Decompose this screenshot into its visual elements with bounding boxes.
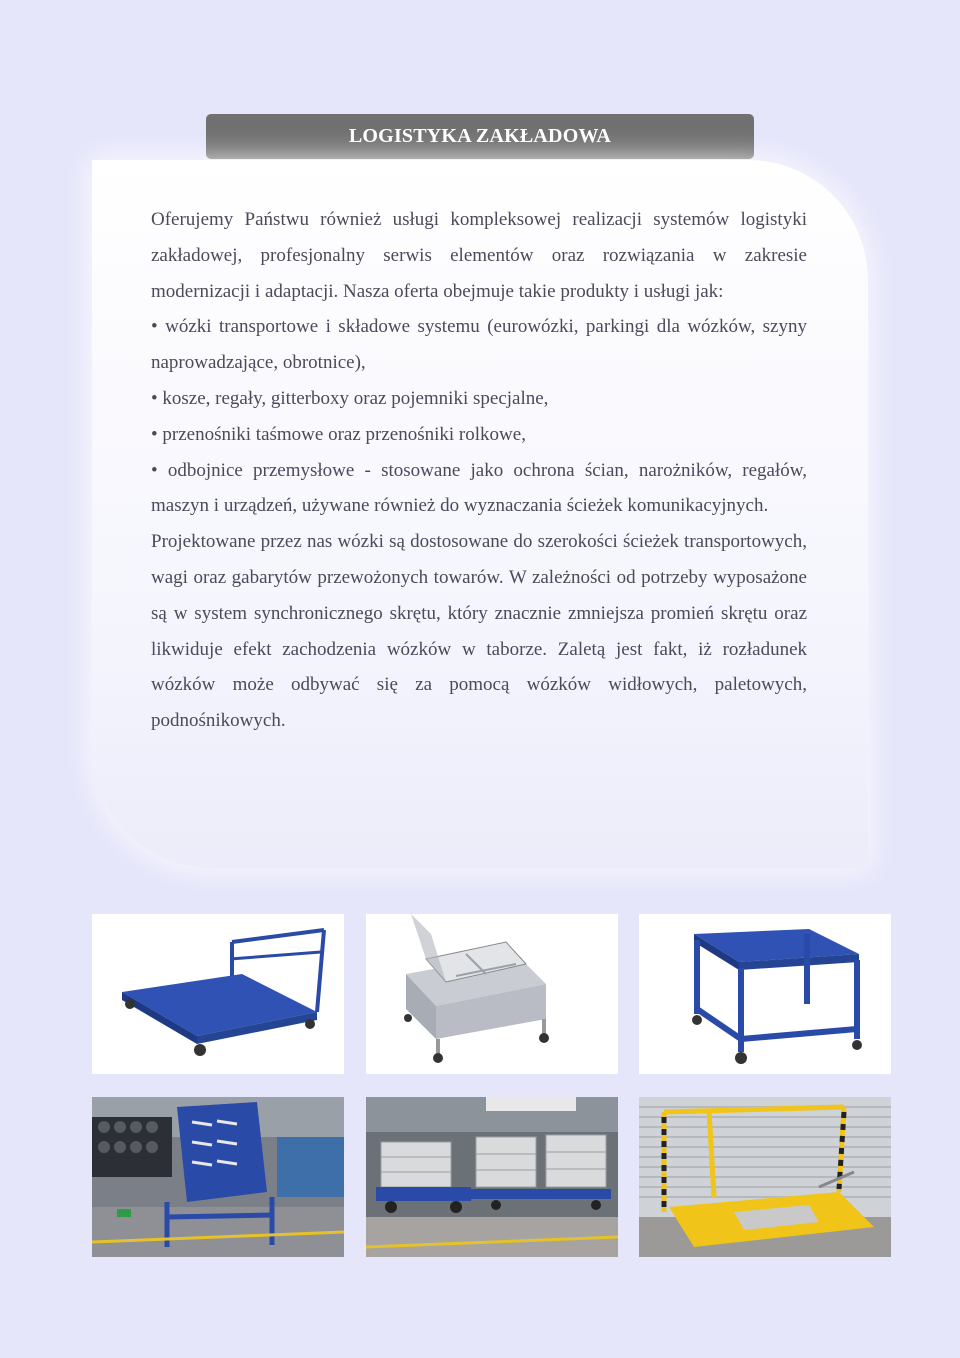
photo-platform-cart: [92, 914, 344, 1074]
photo-container-cart: [366, 914, 618, 1074]
intro-paragraph: Oferujemy Państwu również usługi kompleksowej realizacji systemów logistyki zakładowej, profesjonalny serwis elementów oraz rozwiązania w zakresie modernizacji i adaptacji. Nasza oferta obejmuje takie produkty i usługi jak:: [151, 209, 807, 302]
photo-rack-cart: [92, 1097, 344, 1257]
list-item: • przenośniki taśmowe oraz przenośniki rolkowe,: [151, 417, 807, 453]
list-item: • wózki transportowe i składowe systemu (eurowózki, parkingi dla wózków, szyny naprowadzające, obrotnice),: [151, 309, 807, 381]
photo-table-cart: [639, 914, 891, 1074]
photo-cart-train: [366, 1097, 618, 1257]
closing-paragraph: Projektowane przez nas wózki są dostosowane do szerokości ścieżek transportowych, wagi oraz gabarytów przewożonych towarów. W zależności od potrzeby wyposażone są w system synchronicznego skrętu, który znacznie zmniejsza promień skrętu oraz likwiduje efekt zachodzenia wózków w taborze. Zaletą jest fakt, iż rozładunek wózków może odbywać się za pomocą wózków widłowych, paletowych, podnośnikowych.: [151, 531, 807, 732]
page-title: LOGISTYKA ZAKŁADOWA: [206, 114, 754, 159]
list-item: • kosze, regały, gitterboxy oraz pojemniki specjalne,: [151, 381, 807, 417]
list-item: • odbojnice przemysłowe - stosowane jako ochrona ścian, narożników, regałów, maszyn i urządzeń, używane również do wyznaczania ścieżek komunikacyjnych.: [151, 453, 807, 525]
photo-yellow-cart: [639, 1097, 891, 1257]
body-text: [151, 202, 807, 739]
